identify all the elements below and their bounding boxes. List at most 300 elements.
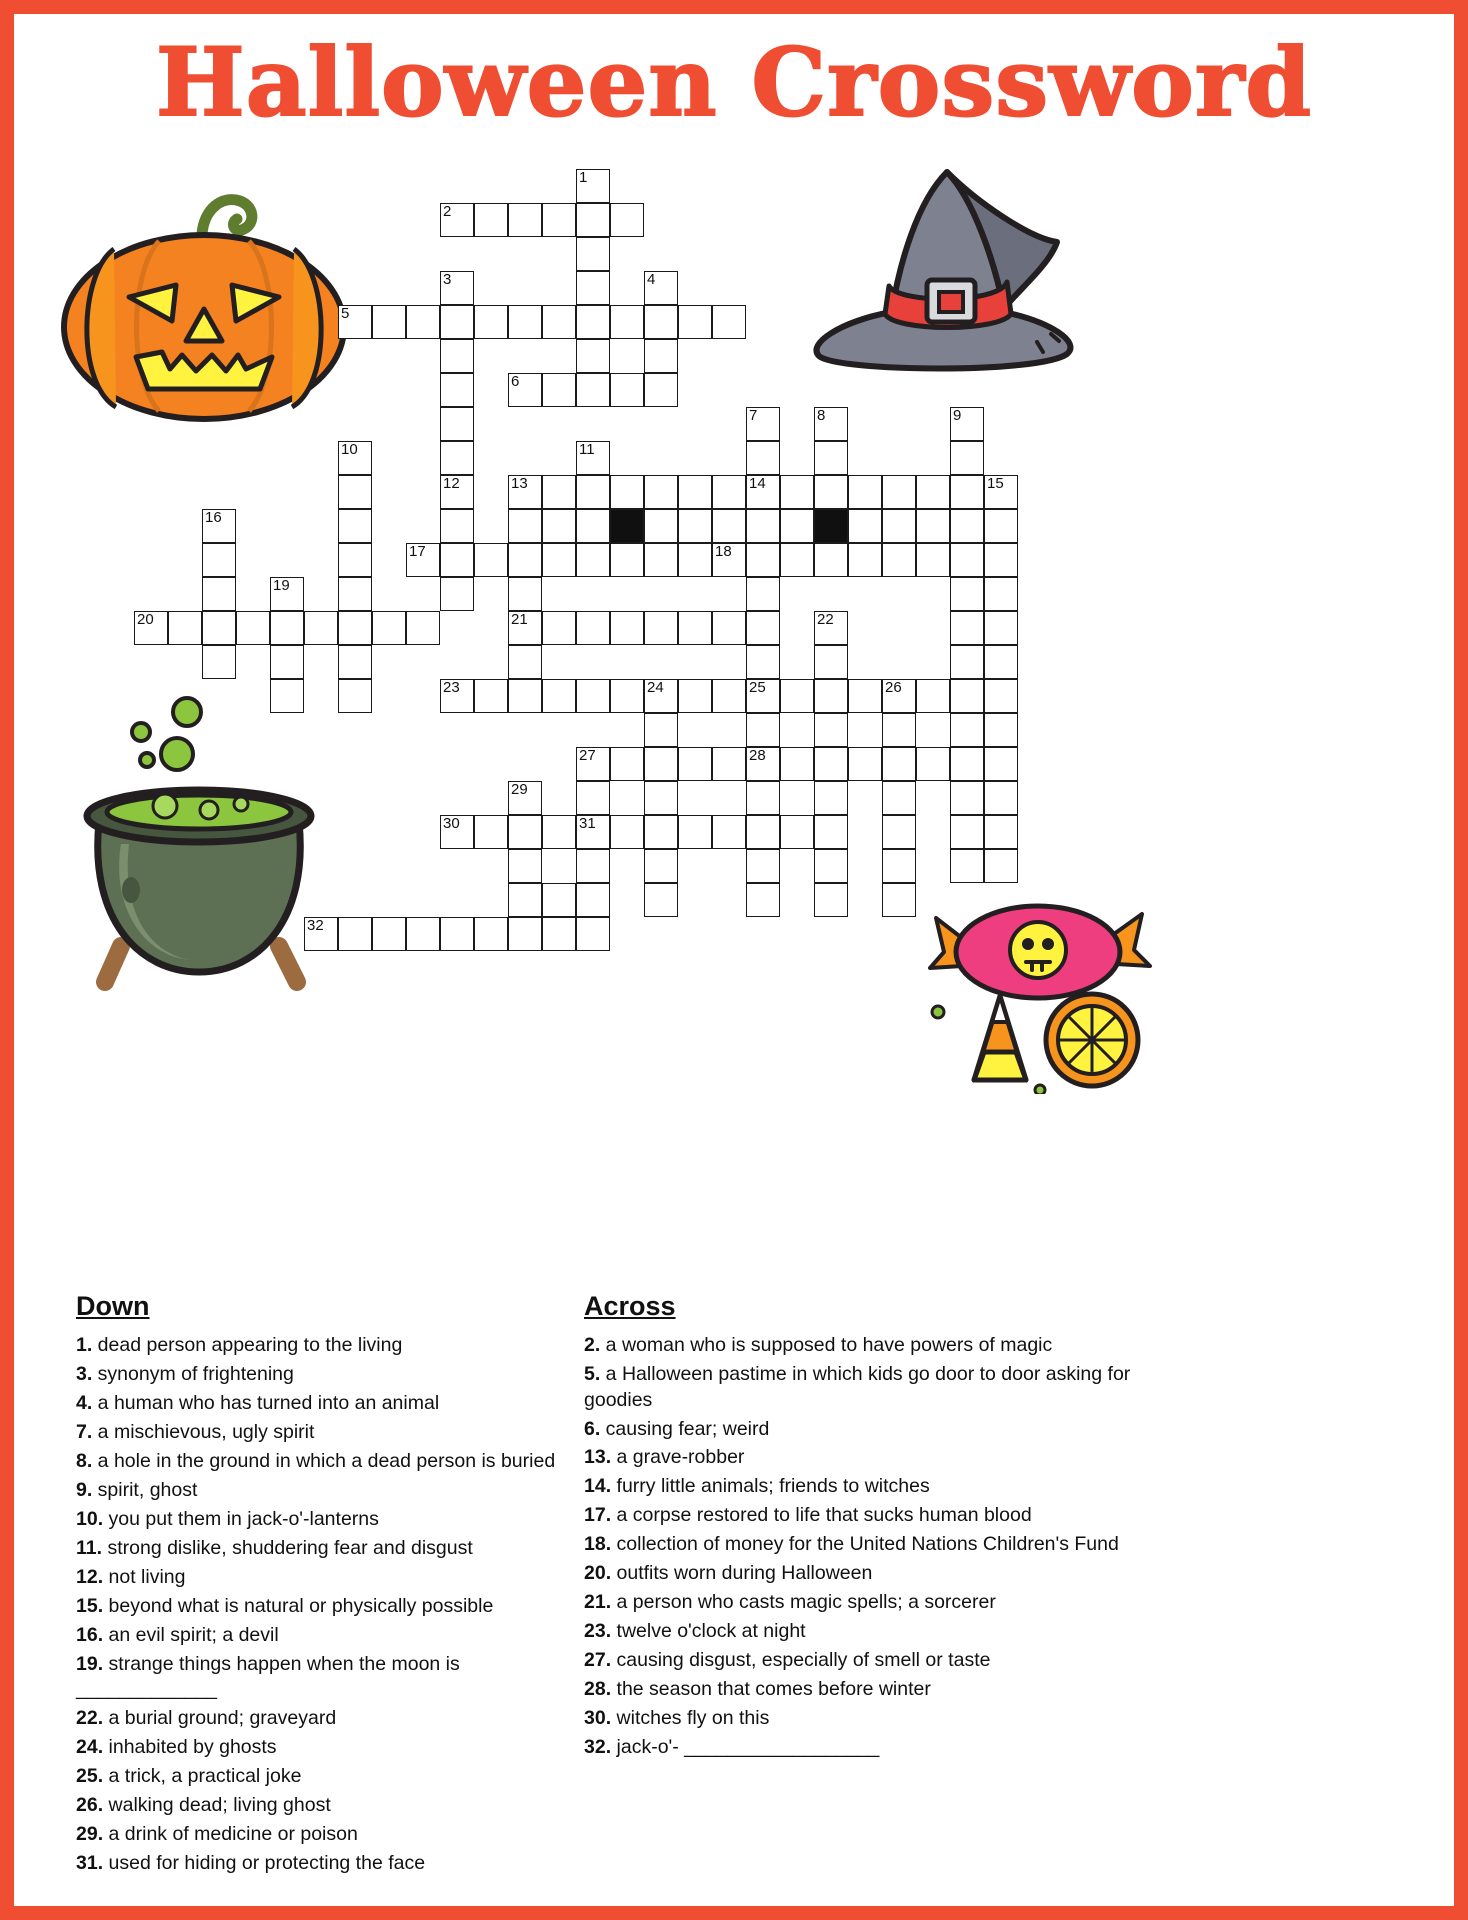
grid-cell[interactable] bbox=[202, 543, 236, 577]
grid-cell[interactable] bbox=[576, 271, 610, 305]
grid-cell[interactable] bbox=[746, 611, 780, 645]
grid-cell[interactable] bbox=[508, 679, 542, 713]
grid-cell[interactable] bbox=[712, 543, 746, 577]
clue-item bbox=[76, 1478, 576, 1503]
grid-cell[interactable] bbox=[338, 577, 372, 611]
clue-number: 30. bbox=[584, 1706, 612, 1729]
clue-text: walking dead; living ghost bbox=[103, 1793, 331, 1816]
grid-cell[interactable] bbox=[746, 543, 780, 577]
grid-cell-number: 2 bbox=[443, 203, 452, 220]
grid-cell[interactable] bbox=[508, 577, 542, 611]
grid-cell[interactable] bbox=[644, 611, 678, 645]
grid-cell[interactable] bbox=[814, 747, 848, 781]
clue-text: dead person appearing to the living bbox=[92, 1334, 403, 1357]
clue-text: outfits worn during Halloween bbox=[611, 1562, 873, 1585]
grid-cell[interactable] bbox=[814, 475, 848, 509]
grid-cell[interactable] bbox=[678, 543, 712, 577]
clue-item bbox=[76, 1420, 576, 1445]
clue-number: 13. bbox=[584, 1446, 612, 1469]
grid-cell[interactable] bbox=[508, 475, 542, 509]
grid-cell[interactable] bbox=[542, 543, 576, 577]
grid-cell[interactable] bbox=[814, 883, 848, 917]
grid-cell-number: 20 bbox=[137, 611, 154, 628]
grid-cell[interactable] bbox=[610, 373, 644, 407]
grid-cell-number: 6 bbox=[511, 373, 520, 390]
grid-cell-number: 27 bbox=[579, 747, 596, 764]
grid-cell[interactable] bbox=[134, 611, 168, 645]
grid-cell[interactable] bbox=[916, 509, 950, 543]
grid-cell[interactable] bbox=[440, 305, 474, 339]
grid-cell-number: 10 bbox=[341, 441, 358, 458]
grid-cell[interactable] bbox=[508, 203, 542, 237]
grid-cell[interactable] bbox=[712, 509, 746, 543]
grid-cell[interactable] bbox=[542, 305, 576, 339]
grid-cell[interactable] bbox=[576, 203, 610, 237]
clue-text: a hole in the ground in which a dead person is buried bbox=[92, 1449, 556, 1472]
grid-cell[interactable] bbox=[406, 543, 440, 577]
grid-cell[interactable] bbox=[678, 475, 712, 509]
grid-cell[interactable] bbox=[508, 849, 542, 883]
clue-number: 20. bbox=[584, 1562, 612, 1585]
grid-cell[interactable] bbox=[882, 509, 916, 543]
grid-cell[interactable] bbox=[508, 917, 542, 951]
grid-cell[interactable] bbox=[882, 679, 916, 713]
grid-cell[interactable] bbox=[508, 611, 542, 645]
grid-cell[interactable] bbox=[712, 747, 746, 781]
grid-cell[interactable] bbox=[780, 543, 814, 577]
grid-cell[interactable] bbox=[474, 543, 508, 577]
grid-cell[interactable] bbox=[610, 679, 644, 713]
clue-text: synonym of frightening bbox=[92, 1363, 294, 1386]
grid-block bbox=[814, 509, 848, 543]
grid-cell[interactable] bbox=[338, 509, 372, 543]
grid-cell[interactable] bbox=[746, 747, 780, 781]
clue-text: a woman who is supposed to have powers of magic bbox=[600, 1334, 1053, 1357]
clue-text: the season that comes before winter bbox=[611, 1677, 931, 1700]
grid-cell[interactable] bbox=[440, 441, 474, 475]
grid-cell-number: 32 bbox=[307, 917, 324, 934]
grid-cell[interactable] bbox=[916, 679, 950, 713]
grid-cell[interactable] bbox=[406, 917, 440, 951]
grid-cell[interactable] bbox=[440, 407, 474, 441]
grid-cell-number: 1 bbox=[579, 169, 588, 186]
grid-cell[interactable] bbox=[678, 815, 712, 849]
grid-cell[interactable] bbox=[610, 203, 644, 237]
grid-cell[interactable] bbox=[372, 917, 406, 951]
grid-cell-number: 7 bbox=[749, 407, 758, 424]
clue-text: a trick, a practical joke bbox=[103, 1764, 302, 1787]
grid-cell[interactable] bbox=[984, 611, 1018, 645]
grid-cell[interactable] bbox=[576, 237, 610, 271]
grid-cell[interactable] bbox=[576, 373, 610, 407]
grid-cell[interactable] bbox=[610, 611, 644, 645]
grid-cell[interactable] bbox=[746, 883, 780, 917]
grid-cell[interactable] bbox=[644, 781, 678, 815]
grid-cell[interactable] bbox=[644, 747, 678, 781]
clue-text: a drink of medicine or poison bbox=[103, 1822, 358, 1845]
grid-cell[interactable] bbox=[984, 645, 1018, 679]
clue-item bbox=[76, 1652, 576, 1703]
grid-cell[interactable] bbox=[984, 577, 1018, 611]
grid-cell[interactable] bbox=[780, 475, 814, 509]
grid-cell-number: 17 bbox=[409, 543, 426, 560]
clue-number: 7. bbox=[76, 1421, 93, 1444]
grid-cell[interactable] bbox=[338, 611, 372, 645]
grid-cell[interactable] bbox=[984, 475, 1018, 509]
clue-number: 10. bbox=[76, 1507, 104, 1530]
grid-cell[interactable] bbox=[542, 679, 576, 713]
clue-text: inhabited by ghosts bbox=[103, 1735, 277, 1758]
grid-cell[interactable] bbox=[440, 509, 474, 543]
grid-cell[interactable] bbox=[746, 577, 780, 611]
grid-cell[interactable] bbox=[950, 747, 984, 781]
grid-cell[interactable] bbox=[576, 747, 610, 781]
grid-cell[interactable] bbox=[440, 815, 474, 849]
grid-cell[interactable] bbox=[440, 917, 474, 951]
grid-cell[interactable] bbox=[644, 475, 678, 509]
clue-item bbox=[584, 1474, 1194, 1499]
clue-number: 4. bbox=[76, 1392, 93, 1415]
grid-cell[interactable] bbox=[814, 407, 848, 441]
clue-item bbox=[584, 1561, 1194, 1586]
grid-cell[interactable] bbox=[644, 849, 678, 883]
grid-cell[interactable] bbox=[712, 679, 746, 713]
grid-cell[interactable] bbox=[814, 781, 848, 815]
grid-cell[interactable] bbox=[576, 441, 610, 475]
grid-cell[interactable] bbox=[984, 849, 1018, 883]
grid-cell[interactable] bbox=[440, 543, 474, 577]
grid-cell-number: 31 bbox=[579, 815, 596, 832]
grid-cell[interactable] bbox=[848, 747, 882, 781]
grid-cell[interactable] bbox=[678, 305, 712, 339]
clue-text: a burial ground; graveyard bbox=[103, 1706, 337, 1729]
grid-cell-number: 12 bbox=[443, 475, 460, 492]
grid-cell[interactable] bbox=[984, 543, 1018, 577]
grid-cell[interactable] bbox=[814, 611, 848, 645]
grid-cell[interactable] bbox=[848, 509, 882, 543]
grid-cell[interactable] bbox=[882, 781, 916, 815]
clues-down-column bbox=[76, 1289, 576, 1880]
grid-cell[interactable] bbox=[678, 611, 712, 645]
grid-cell[interactable] bbox=[474, 305, 508, 339]
clue-text: used for hiding or protecting the face bbox=[103, 1851, 426, 1874]
grid-cell[interactable] bbox=[236, 611, 270, 645]
grid-cell[interactable] bbox=[576, 781, 610, 815]
clue-item bbox=[76, 1822, 576, 1847]
grid-cell[interactable] bbox=[882, 883, 916, 917]
grid-cell[interactable] bbox=[882, 747, 916, 781]
grid-cell[interactable] bbox=[950, 475, 984, 509]
grid-cell[interactable] bbox=[882, 849, 916, 883]
grid-cell[interactable] bbox=[882, 475, 916, 509]
grid-cell[interactable] bbox=[508, 645, 542, 679]
grid-cell[interactable] bbox=[746, 815, 780, 849]
grid-cell[interactable] bbox=[712, 611, 746, 645]
grid-cell[interactable] bbox=[780, 679, 814, 713]
clue-item bbox=[584, 1503, 1194, 1528]
grid-cell[interactable] bbox=[576, 509, 610, 543]
grid-cell[interactable] bbox=[916, 543, 950, 577]
grid-cell[interactable] bbox=[338, 917, 372, 951]
clue-item bbox=[76, 1536, 576, 1561]
grid-cell[interactable] bbox=[576, 917, 610, 951]
grid-cell[interactable] bbox=[508, 815, 542, 849]
grid-cell[interactable] bbox=[202, 577, 236, 611]
clue-text: strange things happen when the moon is _____________ bbox=[76, 1652, 460, 1700]
grid-cell[interactable] bbox=[746, 781, 780, 815]
grid-cell[interactable] bbox=[916, 747, 950, 781]
clue-number: 15. bbox=[76, 1594, 104, 1617]
grid-cell[interactable] bbox=[746, 407, 780, 441]
grid-cell[interactable] bbox=[644, 305, 678, 339]
clue-number: 1. bbox=[76, 1334, 93, 1357]
grid-cell[interactable] bbox=[950, 713, 984, 747]
grid-cell[interactable] bbox=[644, 509, 678, 543]
clue-text: causing disgust, especially of smell or taste bbox=[611, 1649, 991, 1672]
grid-cell[interactable] bbox=[814, 815, 848, 849]
clue-text: a mischievous, ugly spirit bbox=[92, 1421, 315, 1444]
grid-cell[interactable] bbox=[270, 611, 304, 645]
grid-cell-number: 30 bbox=[443, 815, 460, 832]
grid-cell[interactable] bbox=[950, 781, 984, 815]
grid-cell[interactable] bbox=[338, 645, 372, 679]
grid-cell[interactable] bbox=[984, 713, 1018, 747]
grid-cell[interactable] bbox=[644, 339, 678, 373]
grid-cell[interactable] bbox=[814, 441, 848, 475]
clue-item bbox=[76, 1507, 576, 1532]
grid-cell-number: 15 bbox=[987, 475, 1004, 492]
grid-cell[interactable] bbox=[950, 407, 984, 441]
grid-cell[interactable] bbox=[678, 679, 712, 713]
grid-cell[interactable] bbox=[440, 679, 474, 713]
grid-cell[interactable] bbox=[542, 475, 576, 509]
clue-text: an evil spirit; a devil bbox=[103, 1623, 279, 1646]
clue-text: a human who has turned into an animal bbox=[92, 1392, 440, 1415]
clue-number: 26. bbox=[76, 1793, 104, 1816]
clue-item bbox=[76, 1735, 576, 1760]
grid-cell[interactable] bbox=[916, 475, 950, 509]
grid-cell[interactable] bbox=[882, 815, 916, 849]
grid-cell[interactable] bbox=[746, 849, 780, 883]
grid-cell[interactable] bbox=[508, 543, 542, 577]
grid-cell[interactable] bbox=[576, 305, 610, 339]
grid-cell[interactable] bbox=[338, 441, 372, 475]
grid-cell[interactable] bbox=[440, 577, 474, 611]
grid-cell[interactable] bbox=[576, 169, 610, 203]
grid-cell-number: 23 bbox=[443, 679, 460, 696]
grid-cell[interactable] bbox=[440, 475, 474, 509]
clue-number: 6. bbox=[584, 1417, 601, 1440]
grid-cell[interactable] bbox=[202, 645, 236, 679]
grid-cell[interactable] bbox=[644, 883, 678, 917]
grid-cell[interactable] bbox=[644, 713, 678, 747]
grid-cell[interactable] bbox=[644, 679, 678, 713]
grid-cell[interactable] bbox=[610, 543, 644, 577]
grid-cell[interactable] bbox=[848, 475, 882, 509]
clue-item bbox=[76, 1594, 576, 1619]
grid-cell[interactable] bbox=[780, 747, 814, 781]
grid-cell[interactable] bbox=[202, 509, 236, 543]
clue-text: jack-o'- __________________ bbox=[611, 1735, 880, 1758]
grid-cell[interactable] bbox=[440, 339, 474, 373]
grid-cell[interactable] bbox=[542, 917, 576, 951]
grid-cell[interactable] bbox=[678, 747, 712, 781]
clue-item bbox=[76, 1391, 576, 1416]
grid-cell[interactable] bbox=[984, 747, 1018, 781]
grid-cell[interactable] bbox=[168, 611, 202, 645]
grid-cell[interactable] bbox=[372, 611, 406, 645]
grid-cell[interactable] bbox=[406, 305, 440, 339]
grid-cell[interactable] bbox=[746, 645, 780, 679]
clue-number: 16. bbox=[76, 1623, 104, 1646]
grid-cell[interactable] bbox=[712, 475, 746, 509]
grid-cell[interactable] bbox=[644, 543, 678, 577]
grid-cell[interactable] bbox=[338, 679, 372, 713]
grid-cell[interactable] bbox=[644, 271, 678, 305]
grid-cell[interactable] bbox=[610, 815, 644, 849]
grid-cell[interactable] bbox=[712, 815, 746, 849]
grid-cell[interactable] bbox=[202, 611, 236, 645]
grid-cell[interactable] bbox=[576, 849, 610, 883]
grid-cell[interactable] bbox=[508, 305, 542, 339]
clue-text: a corpse restored to life that sucks human blood bbox=[611, 1504, 1032, 1527]
grid-cell[interactable] bbox=[610, 747, 644, 781]
clue-item bbox=[76, 1764, 576, 1789]
grid-cell[interactable] bbox=[542, 373, 576, 407]
clue-item bbox=[76, 1793, 576, 1818]
grid-cell-number: 29 bbox=[511, 781, 528, 798]
grid-cell[interactable] bbox=[950, 611, 984, 645]
grid-cell[interactable] bbox=[508, 883, 542, 917]
grid-cell[interactable] bbox=[508, 509, 542, 543]
grid-cell[interactable] bbox=[950, 849, 984, 883]
grid-cell[interactable] bbox=[712, 305, 746, 339]
grid-cell[interactable] bbox=[542, 883, 576, 917]
grid-cell[interactable] bbox=[270, 645, 304, 679]
grid-cell[interactable] bbox=[848, 679, 882, 713]
grid-cell[interactable] bbox=[644, 373, 678, 407]
grid-cell[interactable] bbox=[474, 203, 508, 237]
clue-number: 32. bbox=[584, 1735, 612, 1758]
grid-cell[interactable] bbox=[814, 679, 848, 713]
clue-item bbox=[76, 1623, 576, 1648]
grid-cell[interactable] bbox=[882, 543, 916, 577]
grid-cell[interactable] bbox=[610, 475, 644, 509]
grid-cell-number: 25 bbox=[749, 679, 766, 696]
grid-cell[interactable] bbox=[440, 203, 474, 237]
grid-cell[interactable] bbox=[576, 339, 610, 373]
grid-cell[interactable] bbox=[644, 815, 678, 849]
grid-cell[interactable] bbox=[678, 509, 712, 543]
grid-cell[interactable] bbox=[814, 543, 848, 577]
grid-cell[interactable] bbox=[814, 849, 848, 883]
grid-cell-number: 5 bbox=[341, 305, 350, 322]
grid-cell[interactable] bbox=[474, 815, 508, 849]
grid-cell[interactable] bbox=[304, 611, 338, 645]
clue-number: 3. bbox=[76, 1363, 93, 1386]
clue-number: 21. bbox=[584, 1591, 612, 1614]
clue-item bbox=[584, 1735, 1194, 1760]
grid-cell[interactable] bbox=[372, 305, 406, 339]
grid-cell[interactable] bbox=[542, 509, 576, 543]
grid-cell[interactable] bbox=[270, 577, 304, 611]
grid-cell[interactable] bbox=[474, 679, 508, 713]
grid-cell[interactable] bbox=[950, 679, 984, 713]
grid-cell[interactable] bbox=[440, 271, 474, 305]
grid-cell[interactable] bbox=[746, 713, 780, 747]
clue-item bbox=[76, 1565, 576, 1590]
grid-cell-number: 14 bbox=[749, 475, 766, 492]
grid-cell[interactable] bbox=[950, 509, 984, 543]
grid-cell-number: 22 bbox=[817, 611, 834, 628]
grid-cell[interactable] bbox=[950, 441, 984, 475]
grid-cell[interactable] bbox=[542, 815, 576, 849]
grid-cell[interactable] bbox=[882, 713, 916, 747]
grid-cell[interactable] bbox=[984, 815, 1018, 849]
page-title: Halloween Crossword bbox=[155, 28, 1313, 138]
grid-cell[interactable] bbox=[474, 917, 508, 951]
grid-cell[interactable] bbox=[576, 611, 610, 645]
grid-cell[interactable] bbox=[338, 305, 372, 339]
grid-cell[interactable] bbox=[406, 611, 440, 645]
grid-cell[interactable] bbox=[610, 305, 644, 339]
clue-item bbox=[584, 1333, 1194, 1358]
grid-cell[interactable] bbox=[746, 679, 780, 713]
grid-cell[interactable] bbox=[576, 883, 610, 917]
grid-cell[interactable] bbox=[576, 475, 610, 509]
grid-cell[interactable] bbox=[508, 373, 542, 407]
grid-cell[interactable] bbox=[440, 373, 474, 407]
grid-cell[interactable] bbox=[338, 543, 372, 577]
grid-cell-number: 28 bbox=[749, 747, 766, 764]
grid-cell[interactable] bbox=[984, 781, 1018, 815]
grid-cell[interactable] bbox=[984, 679, 1018, 713]
grid-cell[interactable] bbox=[848, 543, 882, 577]
grid-cell[interactable] bbox=[814, 645, 848, 679]
grid-cell[interactable] bbox=[814, 713, 848, 747]
grid-cell[interactable] bbox=[950, 815, 984, 849]
clue-item bbox=[76, 1333, 576, 1358]
grid-cell[interactable] bbox=[950, 577, 984, 611]
clues-across-list bbox=[584, 1333, 1194, 1760]
grid-cell[interactable] bbox=[542, 611, 576, 645]
grid-cell[interactable] bbox=[950, 645, 984, 679]
clue-text: a Halloween pastime in which kids go door to door asking for goodies bbox=[584, 1363, 1131, 1411]
grid-cell[interactable] bbox=[576, 543, 610, 577]
grid-cell[interactable] bbox=[746, 441, 780, 475]
clue-number: 27. bbox=[584, 1649, 612, 1672]
grid-cell[interactable] bbox=[984, 509, 1018, 543]
grid-cell[interactable] bbox=[270, 679, 304, 713]
grid-cell[interactable] bbox=[542, 203, 576, 237]
grid-cell[interactable] bbox=[338, 475, 372, 509]
clue-item bbox=[584, 1648, 1194, 1673]
grid-cell[interactable] bbox=[508, 781, 542, 815]
clue-text: a person who casts magic spells; a sorcerer bbox=[611, 1591, 996, 1614]
grid-cell[interactable] bbox=[780, 509, 814, 543]
grid-cell-number: 19 bbox=[273, 577, 290, 594]
grid-cell[interactable] bbox=[746, 475, 780, 509]
grid-cell[interactable] bbox=[576, 679, 610, 713]
grid-cell[interactable] bbox=[576, 815, 610, 849]
grid-cell[interactable] bbox=[780, 815, 814, 849]
grid-cell[interactable] bbox=[950, 543, 984, 577]
worksheet-sheet bbox=[14, 14, 1454, 1906]
grid-cell[interactable] bbox=[304, 917, 338, 951]
clue-number: 11. bbox=[76, 1536, 103, 1559]
clue-item bbox=[584, 1619, 1194, 1644]
grid-cell[interactable] bbox=[746, 509, 780, 543]
